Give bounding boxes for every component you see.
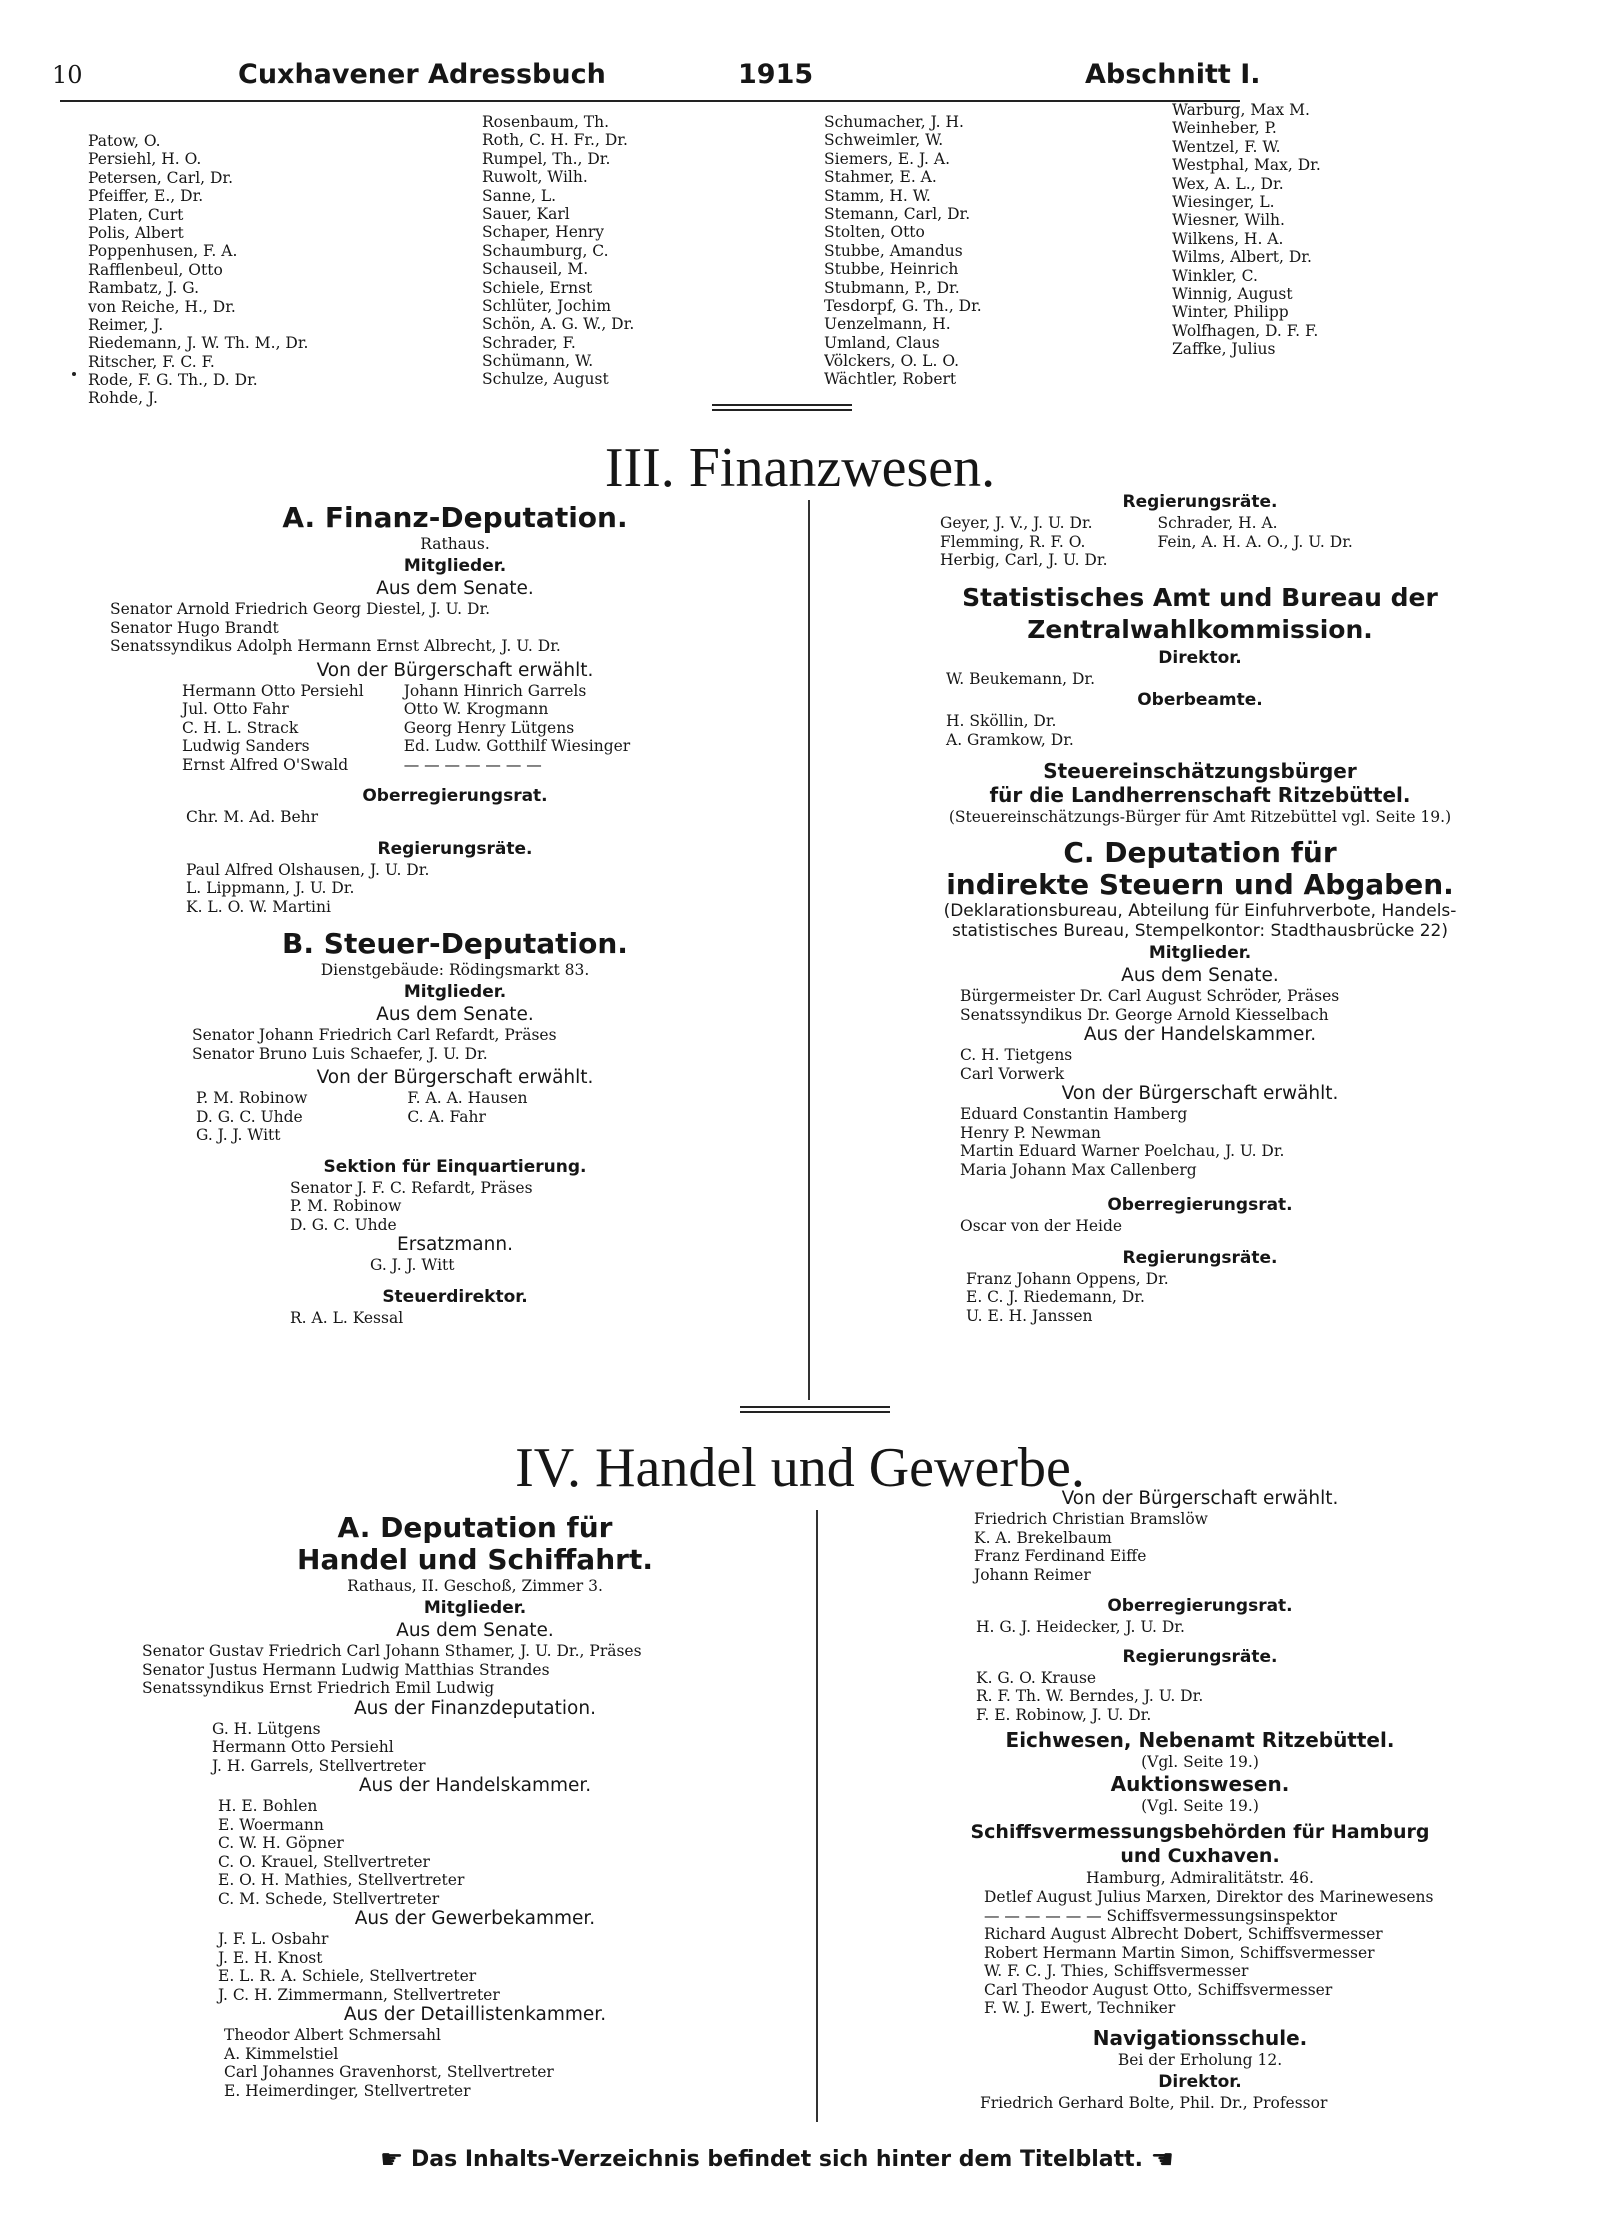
section-heading-finanzwesen: III. Finanzwesen. [604,437,996,499]
indirekte-steuern-title: C. Deputation für [1063,836,1337,869]
list-entry: E. O. H. Mathies, Stellvertreter [218,1871,465,1889]
list-entry: C. A. Fahr [407,1107,486,1126]
steuerdirektor-heading: Steuerdirektor. [382,1286,528,1307]
citizens [974,1510,1520,1584]
list-entry: Schrader, F. [482,333,576,352]
handelskammer-members [960,1046,1520,1083]
list-entry: C. W. H. Göpner [218,1834,344,1852]
list-entry: Umland, Claus [824,333,940,352]
footer-text: Das Inhalts-Verzeichnis befindet sich hinter dem Titelblatt. [410,2147,1143,2172]
list-entry: U. E. H. Janssen [966,1306,1093,1325]
eichwesen-note: (Vgl. Seite 19.) [1141,1753,1259,1771]
year: 1915 [738,59,814,90]
list-entry: Jul. Otto Fahr [182,700,289,718]
navigationsschule-location: Bei der Erholung 12. [1117,2050,1283,2069]
list-entry: Patow, O. [88,132,161,150]
list-entry: Chr. M. Ad. Behr [186,808,319,826]
list-entry: Ruwolt, Wilh. [482,168,588,187]
list-entry: F. E. Robinow, J. U. Dr. [976,1705,1152,1724]
schiffsvermessung-members [984,1888,1520,2018]
list-entry: Westphal, Max, Dr. [1172,156,1321,175]
name-list-column-1 [88,132,308,408]
list-entry: D. G. C. Uhde [290,1215,397,1234]
name-list-column-4 [1172,101,1321,358]
navigationsschule-direktor [980,2094,1520,2113]
list-entry: Schumacher, J. H. [824,113,964,131]
citizens-left [182,682,364,775]
list-entry: H. E. Bohlen [218,1797,318,1815]
oberregierungsrat-heading: Oberregierungsrat. [362,786,548,806]
separator-double-rule [740,1406,890,1413]
senate-members [142,1642,810,1698]
citizens-right [407,1089,527,1145]
steuerdirektor [290,1309,800,1328]
list-entry: E. Woermann [218,1815,324,1834]
list-entry: E. C. J. Riedemann, Dr. [966,1288,1145,1306]
senate-members [110,600,800,656]
schiffsvermessung-title-2: und Cuxhaven. [1120,1845,1280,1867]
list-entry: Georg Henry Lütgens [403,718,575,737]
list-entry: Rosenbaum, Th. [482,113,610,131]
list-entry: P. M. Robinow [196,1089,308,1107]
list-entry: P. M. Robinow [290,1197,402,1215]
list-entry: Carl Johannes Gravenhorst, Stellvertreter [224,2063,554,2081]
regierungsraete-right [1158,514,1353,570]
citizens-heading: Von der Bürgerschaft erwählt. [1061,1488,1339,1509]
margin-dot [72,372,76,376]
column-divider-2 [816,1510,818,2122]
regierungsraete-2 [966,1270,1520,1326]
list-entry: Völckers, O. L. O. [824,352,960,371]
senate-heading: Aus dem Senate. [396,1620,554,1641]
list-entry: Wex, A. L., Dr. [1172,174,1284,193]
list-entry: F. W. J. Ewert, Techniker [984,1999,1176,2017]
einquartierung-members [290,1179,800,1235]
list-entry: Reimer, J. [88,315,164,334]
pointing-hand-right-icon: ☛ [380,2145,404,2175]
list-entry: Stemann, Carl, Dr. [824,204,971,223]
list-entry: C. H. Tietgens [960,1046,1073,1064]
list-entry: E. Heimerdinger, Stellvertreter [224,2081,471,2100]
list-entry: Roth, C. H. Fr., Dr. [482,131,628,150]
list-entry: Pfeiffer, E., Dr. [88,187,204,206]
handelskammer-members [218,1797,810,1908]
senate-heading: Aus dem Senate. [376,578,534,599]
steuer-deputation-title: B. Steuer-Deputation. [282,927,628,960]
regierungsraete-heading: Regierungsräte. [1122,492,1278,512]
location: Rathaus. [420,535,490,553]
handel-deputation-title: A. Deputation für [337,1511,613,1544]
list-entry: Rode, F. G. Th., D. Dr. [88,371,258,390]
list-entry: Senator J. F. C. Refardt, Präses [290,1178,533,1197]
list-entry: Flemming, R. F. O. [940,532,1086,551]
auktionswesen-note: (Vgl. Seite 19.) [1141,1797,1259,1815]
navigationsschule-direktor-heading: Direktor. [1158,2071,1242,2092]
list-entry: R. A. L. Kessal [290,1308,404,1327]
handelskammer-heading: Aus der Handelskammer. [358,1775,592,1796]
name-list-column-2 [482,113,634,389]
location: Rathaus, II. Geschoß, Zimmer 3. [347,1577,603,1595]
list-entry: Riedemann, J. W. Th. M., Dr. [88,334,309,353]
list-entry: Schweimler, W. [824,131,944,150]
list-entry: J. H. Garrels, Stellvertreter [212,1756,426,1775]
statistisches-amt-title: Statistisches Amt und Bureau der [962,582,1438,612]
finanz-deputation-title: A. Finanz-Deputation. [282,501,628,534]
header-rule [60,100,1240,102]
list-entry: W. F. C. J. Thies, Schiffsvermesser [984,1962,1249,1980]
list-entry: Senator Arnold Friedrich Georg Diestel, J. U. Dr. [110,600,491,618]
list-entry: Hermann Otto Persiehl [212,1738,394,1756]
handel-right-block [880,1488,1520,2112]
list-entry: Warburg, Max M. [1172,101,1310,119]
list-entry: Franz Ferdinand Eiffe [974,1547,1147,1565]
eichwesen-title: Eichwesen, Nebenamt Ritzebüttel. [1005,1728,1395,1752]
list-entry: von Reiche, H., Dr. [88,297,236,316]
list-entry: Polis, Albert [88,223,184,242]
navigationsschule-title: Navigationsschule. [1092,2025,1308,2050]
citizens-left [196,1089,307,1145]
list-entry: H. Sköllin, Dr. [946,712,1057,730]
list-entry: R. F. Th. W. Berndes, J. U. Dr. [976,1687,1204,1705]
schiffsvermessung-location: Hamburg, Admiralitätstr. 46. [1086,1869,1314,1887]
list-entry: Ritscher, F. C. F. [88,352,215,371]
name-list-column-3 [824,113,982,389]
list-entry: Wiesinger, L. [1172,192,1275,211]
list-entry: F. A. A. Hausen [407,1089,528,1107]
list-entry: H. G. J. Heidecker, J. U. Dr. [976,1618,1185,1636]
list-entry: Wilkens, H. A. [1172,229,1284,248]
list-entry: Bürgermeister Dr. Carl August Schröder, Präses [960,987,1340,1005]
direktor [946,670,1520,689]
list-entry: Herbig, Carl, J. U. Dr. [940,551,1108,569]
list-entry: Rumpel, Th., Dr. [482,149,611,168]
list-entry: G. J. J. Witt [196,1126,281,1144]
list-entry: Rambatz, J. G. [88,279,199,298]
list-entry: Winkler, C. [1172,266,1258,285]
list-entry: Robert Hermann Martin Simon, Schiffsvermesser [984,1943,1375,1962]
citizens [960,1105,1520,1179]
list-entry: Petersen, Carl, Dr. [88,168,234,187]
list-entry: — — — — — — Schiffsvermessungsinspektor [984,1906,1338,1925]
steuereinschaetzung-title-2: für die Landherrenschaft Ritzebüttel. [989,783,1411,807]
list-entry: Persiehl, H. O. [88,150,202,169]
list-entry: Rafflenbeul, Otto [88,260,223,279]
list-entry: Uenzelmann, H. [824,315,951,334]
list-entry: Oscar von der Heide [960,1217,1123,1235]
handel-left-block [140,1512,810,2100]
list-entry: Stahmer, E. A. [824,168,937,187]
citizens-heading: Von der Bürgerschaft erwählt. [316,659,594,681]
section-label: Abschnitt I. [1085,59,1261,90]
list-entry: Senatssyndikus Adolph Hermann Ernst Albrecht, J. U. Dr. [110,637,561,655]
members-heading: Mitglieder. [1148,943,1252,963]
list-entry: Richard August Albrecht Dobert, Schiffsvermesser [984,1925,1383,1943]
list-entry: Wilms, Albert, Dr. [1172,248,1312,267]
ersatzmann-heading: Ersatzmann. [397,1234,513,1255]
list-entry: W. Beukemann, Dr. [946,669,1096,688]
list-entry: G. H. Lütgens [212,1719,321,1738]
list-entry: Stubbe, Heinrich [824,260,959,279]
schiffsvermessung-title: Schiffsvermessungsbehörden für Hamburg [970,1821,1430,1843]
finanz-right-block [880,490,1520,1325]
list-entry: Fein, A. H. A. O., J. U. Dr. [1157,532,1353,551]
detaillistenkammer-members [224,2026,810,2100]
list-entry: Wentzel, F. W. [1172,137,1281,156]
senate-heading: Aus dem Senate. [1121,965,1279,986]
oberbeamte-heading: Oberbeamte. [1137,690,1263,710]
list-entry: C. H. L. Strack [182,718,299,737]
oberregierungsrat [186,808,800,827]
auktionswesen-title: Auktionswesen. [1110,1772,1290,1796]
list-entry: Schulze, August [482,370,609,389]
indirekte-steuern-title-2: indirekte Steuern und Abgaben. [946,868,1454,901]
senate-members [192,1026,800,1063]
list-entry: Poppenhusen, F. A. [88,242,238,261]
list-entry: Ludwig Sanders [182,737,310,755]
indirekte-steuern-subtitle-2: statistisches Bureau, Stempelkontor: Stadthausbrücke 22) [952,921,1448,941]
list-entry: Platen, Curt [88,205,184,224]
members-heading: Mitglieder. [403,556,507,576]
list-entry: L. Lippmann, J. U. Dr. [186,879,355,897]
handel-deputation-title-2: Handel und Schiffahrt. [297,1543,653,1576]
list-entry: Stubmann, P., Dr. [824,278,960,297]
section-heading-handel: IV. Handel und Gewerbe. [515,1437,1085,1499]
list-entry: E. L. R. A. Schiele, Stellvertreter [218,1967,477,1985]
list-entry: C. O. Krauel, Stellvertreter [218,1852,430,1871]
senate-heading: Aus dem Senate. [376,1004,534,1025]
list-entry: Senator Gustav Friedrich Carl Johann Sthamer, J. U. Dr., Präses [142,1642,642,1660]
list-entry: Senatssyndikus Dr. George Arnold Kiesselbach [960,1005,1329,1024]
finanzdeputation-members [212,1720,810,1776]
list-entry: Johann Reimer [974,1565,1091,1584]
list-entry: Johann Hinrich Garrels [403,681,587,700]
book-title: Cuxhavener Adressbuch [238,59,606,90]
list-entry: Schön, A. G. W., Dr. [482,315,635,334]
list-entry: Detlef August Julius Marxen, Direktor des Marinewesens [984,1888,1434,1906]
list-entry: Sauer, Karl [482,204,570,223]
einquartierung-heading: Sektion für Einquartierung. [323,1156,587,1177]
list-entry: Henry P. Newman [960,1123,1101,1142]
list-entry: — — — — — — — [403,755,542,774]
list-entry: Eduard Constantin Hamberg [960,1105,1188,1123]
steuereinschaetzung-note: (Steuereinschätzungs-Bürger für Amt Ritzebüttel vgl. Seite 19.) [948,808,1452,826]
oberregierungsrat-heading: Oberregierungsrat. [1107,1596,1293,1616]
list-entry: Stolten, Otto [824,223,925,242]
list-entry: A. Gramkow, Dr. [946,730,1074,749]
list-entry: Theodor Albert Schmersahl [224,2026,441,2044]
oberregierungsrat [960,1217,1520,1236]
list-entry: Schlüter, Jochim [482,296,612,315]
regierungsraete [186,861,800,917]
list-entry: Franz Johann Oppens, Dr. [966,1269,1169,1288]
handelskammer-heading: Aus der Handelskammer. [1083,1024,1317,1045]
list-entry: Sanne, L. [482,186,557,205]
list-entry: Senator Bruno Luis Schaefer, J. U. Dr. [192,1044,488,1063]
regierungsraete-heading: Regierungsräte. [377,838,533,859]
location: Dienstgebäude: Rödingsmarkt 83. [320,961,590,979]
footer-note [380,2145,1174,2175]
list-entry: K. A. Brekelbaum [974,1528,1112,1547]
list-entry: Ernst Alfred O'Swald [182,755,349,774]
oberregierungsrat-heading: Oberregierungsrat. [1107,1195,1293,1215]
list-entry: Schiele, Ernst [482,278,593,297]
oberbeamte [946,712,1520,749]
list-entry: Rohde, J. [88,389,158,408]
list-entry: Otto W. Krogmann [403,700,549,718]
list-entry: Carl Vorwerk [960,1064,1065,1083]
statistisches-amt-title-2: Zentralwahlkommission. [1027,614,1373,644]
citizens-heading: Von der Bürgerschaft erwählt. [1061,1083,1339,1104]
list-entry: Martin Eduard Warner Poelchau, J. U. Dr. [960,1142,1285,1160]
list-entry: Maria Johann Max Callenberg [960,1160,1197,1179]
list-entry: Friedrich Gerhard Bolte, Phil. Dr., Professor [980,2093,1328,2112]
regierungsraete-heading-2: Regierungsräte. [1122,1247,1278,1268]
list-entry: Winter, Philipp [1172,303,1289,322]
list-entry: Wolfhagen, D. F. F. [1172,321,1319,340]
regierungsraete [976,1669,1520,1725]
steuereinschaetzung-title: Steuereinschätzungsbürger [1043,759,1357,783]
finanzdeputation-heading: Aus der Finanzdeputation. [354,1697,596,1719]
list-entry: G. J. J. Witt [370,1256,455,1274]
separator-double-rule [712,404,852,411]
list-entry: Stubbe, Amandus [824,241,963,260]
list-entry: K. L. O. W. Martini [186,897,331,916]
list-entry: Paul Alfred Olshausen, J. U. Dr. [186,860,430,879]
column-divider [808,500,810,1400]
pointing-hand-left-icon: ☚ [1150,2145,1174,2175]
list-entry: J. E. H. Knost [218,1948,323,1967]
list-entry: K. G. O. Krause [976,1668,1097,1687]
list-entry: Wiesner, Wilh. [1172,211,1285,230]
list-entry: Winnig, August [1172,284,1293,303]
list-entry: Hermann Otto Persiehl [182,681,364,700]
list-entry: Senator Hugo Brandt [110,618,279,637]
senate-members [960,987,1520,1024]
gewerbekammer-members [218,1930,810,2004]
citizens-heading: Von der Bürgerschaft erwählt. [316,1067,594,1088]
list-entry: Friedrich Christian Bramslöw [974,1510,1208,1528]
list-entry: Weinheber, P. [1172,119,1277,138]
list-entry: Schaumburg, C. [482,241,609,260]
list-entry: Senator Justus Hermann Ludwig Matthias Strandes [142,1660,550,1679]
list-entry: Senator Johann Friedrich Carl Refardt, Präses [192,1026,557,1044]
list-entry: Schaper, Henry [482,223,605,242]
list-entry: Senatssyndikus Ernst Friedrich Emil Ludwig [142,1679,495,1697]
list-entry: A. Kimmelstiel [224,2044,339,2063]
gewerbekammer-heading: Aus der Gewerbekammer. [354,1908,596,1929]
list-entry: D. G. C. Uhde [196,1107,303,1126]
list-entry: Geyer, J. V., J. U. Dr. [940,514,1093,532]
finanz-deputation-block [110,502,800,1327]
direktor-heading: Direktor. [1158,647,1242,668]
page-number: 10 [52,61,83,89]
list-entry: Wächtler, Robert [824,370,957,389]
ersatzmann [370,1256,800,1275]
indirekte-steuern-subtitle: (Deklarationsbureau, Abteilung für Einfuhrverbote, Handels- [943,901,1457,921]
members-heading: Mitglieder. [423,1598,527,1618]
regierungsraete-left [940,514,1108,570]
regierungsraete-heading: Regierungsräte. [1122,1646,1278,1667]
list-entry: Siemers, E. J. A. [824,149,950,168]
list-entry: Schrader, H. A. [1157,514,1278,532]
list-entry: Schauseil, M. [482,260,589,279]
list-entry: Zaffke, Julius [1172,340,1276,359]
list-entry: Stamm, H. W. [824,186,931,205]
members-heading: Mitglieder. [403,982,507,1002]
detaillistenkammer-heading: Aus der Detaillistenkammer. [343,2004,607,2025]
list-entry: Ed. Ludw. Gotthilf Wiesinger [403,737,631,755]
list-entry: J. F. L. Osbahr [218,1930,329,1948]
oberregierungsrat [976,1618,1520,1637]
list-entry: Schümann, W. [482,352,594,371]
citizens-right [404,682,631,775]
list-entry: Tesdorpf, G. Th., Dr. [824,296,982,315]
list-entry: J. C. H. Zimmermann, Stellvertreter [218,1985,500,2004]
list-entry: Carl Theodor August Otto, Schiffsvermesser [984,1980,1333,1999]
list-entry: C. M. Schede, Stellvertreter [218,1889,440,1908]
